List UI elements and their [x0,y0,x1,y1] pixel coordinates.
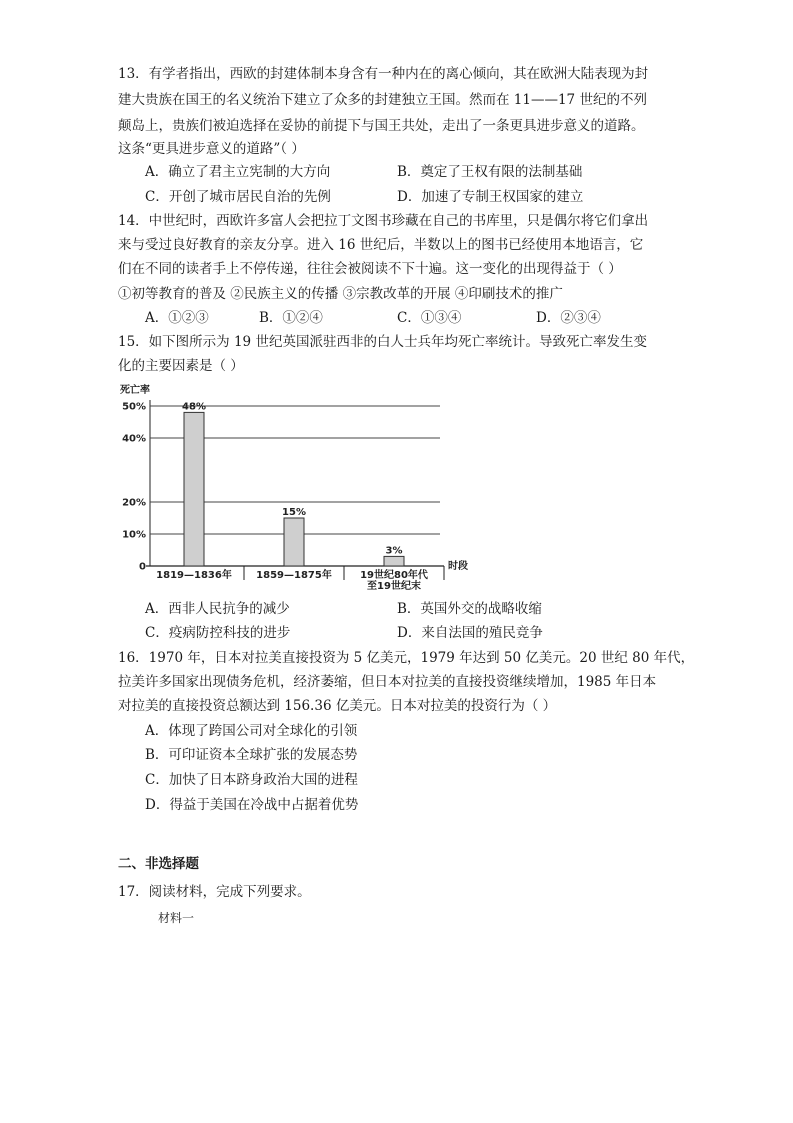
q14-option-c: C．①③④ [397,310,462,326]
q15-stem-line-2: 化的主要因素是（ ） [118,358,244,374]
x-tick-label: 至19世纪末 [367,581,421,592]
q15-option-a: A．西非人民抗争的减少 [145,601,290,617]
q13-option-c: C．开创了城市居民自治的先例 [145,189,331,205]
y-tick-label: 0 [139,561,146,573]
q13-stem-line-3: 颠岛上，贵族们被迫选择在妥协的前提下与国王共处，走出了一条更具进步意义的道路。 [118,118,645,134]
q15-option-c: C．疫病防控科技的进步 [145,625,291,641]
bar [384,556,404,566]
q13-option-d: D．加速了专制王权国家的建立 [397,189,584,205]
q14-option-a: A．①②③ [145,310,209,326]
x-tick-label: 1819—1836年 [156,570,232,581]
y-axis-label: 死亡率 [120,385,150,396]
bar [284,518,304,566]
bar [184,412,204,566]
q13-option-a: A．确立了君主立宪制的大方向 [145,164,331,180]
x-tick-label: 1859—1875年 [256,570,332,581]
y-tick-label: 20% [122,497,146,509]
q14-stem-line-3: 们在不同的读者手上不停传递，往往会被阅读不下十遍。这一变化的出现得益于（ ） [118,261,622,277]
section-heading: 二、非选择题 [118,856,199,872]
q13-stem-line-2: 建大贵族在国王的名义统治下建立了众多的封建独立王国。然而在 11——17 世纪的不列 [118,92,647,108]
q16-stem-line-1: 16．1970 年，日本对拉美直接投资为 5 亿美元，1979 年达到 50 亿美元。20 世纪 80 年代， [118,650,695,666]
q15-option-b: B．英国外交的战略收缩 [397,601,542,617]
q14-stem-line-4: ①初等教育的普及 ②民族主义的传播 ③宗教改革的开展 ④印刷技术的推广 [118,286,563,302]
bar-value-label: 48% [182,401,206,413]
death-rate-bar-chart [118,382,478,597]
q14-option-b: B．①②④ [259,310,323,326]
q14-stem-line-2: 来与受过良好教育的亲友分享。进入 16 世纪后，半数以上的图书已经使用本地语言，它 [118,237,644,253]
x-axis-label: 时段 [448,561,468,572]
y-tick-label: 50% [122,401,146,413]
q16-option-d: D．得益于美国在冷战中占据着优势 [145,797,359,813]
q16-stem-line-3: 对拉美的直接投资总额达到 156.36 亿美元。日本对拉美的投资行为（ ） [118,698,557,714]
q15-stem-line-1: 15．如下图所示为 19 世纪英国派驻西非的白人士兵年均死亡率统计。导致死亡率发生变 [118,334,647,350]
x-tick-label: 19世纪80年代 [360,570,428,581]
q14-option-d: D．②③④ [536,310,601,326]
q17-stem: 17．阅读材料，完成下列要求。 [118,884,311,900]
q14-stem-line-1: 14．中世纪时，西欧许多富人会把拉丁文图书珍藏在自己的书库里，只是偶尔将它们拿出 [118,213,649,229]
q16-option-a: A．体现了跨国公司对全球化的引领 [145,723,358,739]
q16-option-b: B．可印证资本全球扩张的发展态势 [145,747,358,763]
q13-stem-line-1: 13．有学者指出，西欧的封建体制本身含有一种内在的离心倾向，其在欧洲大陆表现为封 [118,66,649,82]
bar-value-label: 15% [282,507,306,518]
q15-option-d: D．来自法国的殖民竞争 [397,625,543,641]
q16-option-c: C．加快了日本跻身政治大国的进程 [145,772,358,788]
y-tick-label: 40% [122,433,146,445]
q13-stem-line-4: 这条“更具进步意义的道路”（ ） [118,141,305,157]
bar-value-label: 3% [385,545,403,557]
q13-option-b: B．奠定了王权有限的法制基础 [397,164,583,180]
y-tick-label: 10% [122,529,146,541]
q17-material-label: 材料一 [158,911,195,925]
q16-stem-line-2: 拉美许多国家出现债务危机，经济萎缩，但日本对拉美的直接投资继续增加，1985 年日本 [118,674,657,690]
